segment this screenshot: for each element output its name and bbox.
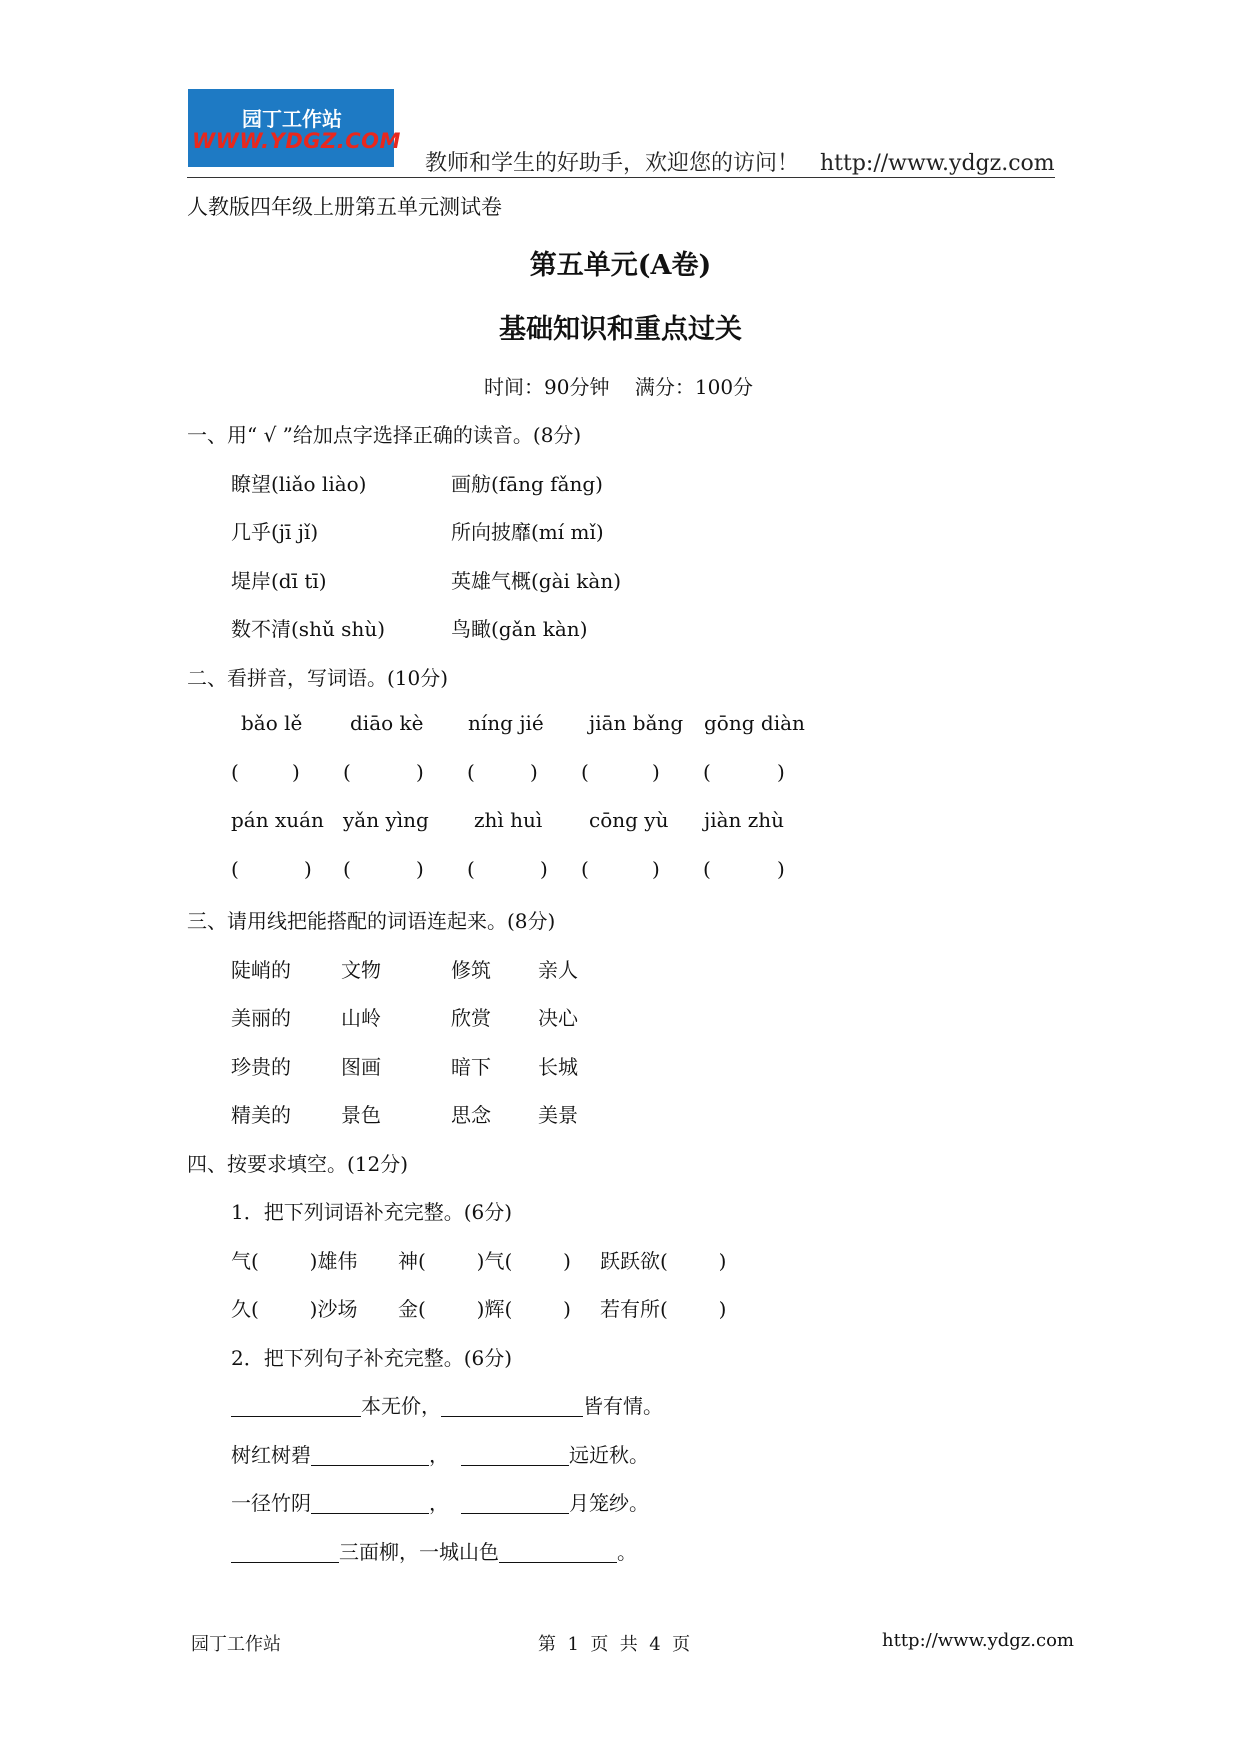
- match-word: 亲人: [538, 958, 578, 982]
- sentence-text: 月笼纱。: [569, 1491, 649, 1515]
- match-word: 决心: [538, 1006, 578, 1030]
- match-word: 陡峭的: [231, 958, 291, 982]
- match-word: 暗下: [451, 1055, 491, 1079]
- sentence-line: [231, 1390, 663, 1419]
- fill-word: 神( )气( ): [398, 1249, 571, 1273]
- match-word: 文物: [341, 958, 381, 982]
- q4-subquestion-1: 1．把下列词语补充完整。(6分): [231, 1200, 513, 1224]
- match-word: 美景: [538, 1103, 578, 1127]
- answer-paren-close: ): [292, 760, 300, 784]
- sentence-text: ，: [429, 1491, 449, 1515]
- fill-word: 跃跃欲( ): [600, 1249, 727, 1273]
- fill-word: 气( )雄伟: [231, 1249, 358, 1273]
- question-4-heading: 四、按要求填空。(12分): [187, 1152, 409, 1176]
- answer-blank[interactable]: [231, 1394, 361, 1417]
- match-word: 图画: [341, 1055, 381, 1079]
- q1-item: 数不清(shǔ shù): [231, 617, 386, 641]
- answer-paren-close: ): [530, 760, 538, 784]
- answer-paren-close: ): [416, 760, 424, 784]
- document-subtitle: 人教版四年级上册第五单元测试卷: [187, 195, 502, 219]
- pinyin-label: zhì huì: [474, 808, 543, 832]
- pinyin-label: jiàn zhù: [704, 808, 785, 832]
- pinyin-label: bǎo lě: [241, 711, 303, 735]
- question-1-heading: 一、用“ √ ”给加点字选择正确的读音。(8分): [187, 423, 582, 447]
- logo-url-text: WWW.YDGZ.COM: [192, 129, 401, 153]
- answer-paren-open: (: [343, 857, 351, 881]
- footer-url[interactable]: http://www.ydgz.com: [882, 1630, 1074, 1651]
- q1-item: 所向披靡(mí mǐ): [451, 520, 604, 544]
- answer-paren-open: (: [581, 760, 589, 784]
- sentence-text: 树红树碧: [231, 1443, 311, 1467]
- pinyin-label: diāo kè: [350, 711, 424, 735]
- pinyin-label: jiān bǎng: [589, 711, 684, 735]
- sentence-text: 一径竹阴: [231, 1491, 311, 1515]
- header-tagline: 教师和学生的好助手，欢迎您的访问！ http://www.ydgz.com: [425, 151, 1055, 176]
- pinyin-label: cōng yù: [589, 808, 669, 832]
- match-word: 山岭: [341, 1006, 381, 1030]
- pinyin-label: pán xuán: [231, 808, 324, 832]
- answer-blank[interactable]: [441, 1394, 583, 1417]
- q1-item: 瞭望(liǎo liào): [231, 472, 367, 496]
- sentence-text: 皆有情。: [583, 1394, 663, 1418]
- answer-paren-close: ): [652, 760, 660, 784]
- answer-blank[interactable]: [311, 1443, 429, 1466]
- logo-chinese-text: 园丁工作站: [242, 107, 342, 131]
- q1-item: 堤岸(dī tī): [231, 569, 327, 593]
- answer-paren-open: (: [703, 760, 711, 784]
- sentence-text: 本无价，: [361, 1394, 441, 1418]
- pinyin-label: yǎn yìng: [343, 808, 429, 832]
- match-word: 思念: [451, 1103, 491, 1127]
- fill-word: 若有所( ): [600, 1297, 727, 1321]
- header-divider: [187, 177, 1055, 178]
- answer-paren-open: (: [343, 760, 351, 784]
- answer-blank[interactable]: [461, 1491, 569, 1514]
- question-3-heading: 三、请用线把能搭配的词语连起来。(8分): [187, 909, 556, 933]
- answer-blank[interactable]: [461, 1443, 569, 1466]
- sentence-line: [231, 1439, 649, 1468]
- answer-paren-open: (: [703, 857, 711, 881]
- q1-item: 画舫(fāng fǎng): [451, 472, 603, 496]
- match-word: 精美的: [231, 1103, 291, 1127]
- sentence-line: [231, 1487, 649, 1516]
- q1-item: 鸟瞰(gǎn kàn): [451, 617, 588, 641]
- footer-page-number: 第 1 页 共 4 页: [538, 1634, 691, 1655]
- pinyin-label: níng jié: [468, 711, 544, 735]
- page-heading: 基础知识和重点过关: [499, 314, 742, 345]
- match-word: 景色: [341, 1103, 381, 1127]
- footer-site-name: 园丁工作站: [191, 1634, 281, 1655]
- fill-word: 金( )辉( ): [398, 1297, 571, 1321]
- site-logo: [188, 89, 401, 167]
- page-title: 第五单元(A卷): [529, 250, 712, 281]
- answer-paren-open: (: [467, 857, 475, 881]
- answer-paren-open: (: [581, 857, 589, 881]
- answer-blank[interactable]: [311, 1491, 429, 1514]
- answer-paren-close: ): [652, 857, 660, 881]
- match-word: 珍贵的: [231, 1055, 291, 1079]
- match-word: 美丽的: [231, 1006, 291, 1030]
- time-score-info: 时间：90分钟 满分：100分: [484, 375, 754, 399]
- pinyin-label: gōng diàn: [704, 711, 805, 735]
- sentence-text: ，: [429, 1443, 449, 1467]
- question-2-heading: 二、看拼音，写词语。(10分): [187, 666, 449, 690]
- match-word: 欣赏: [451, 1006, 491, 1030]
- answer-blank[interactable]: [499, 1540, 617, 1563]
- answer-paren-close: ): [540, 857, 548, 881]
- fill-word: 久( )沙场: [231, 1297, 358, 1321]
- answer-paren-open: (: [231, 760, 239, 784]
- answer-paren-close: ): [777, 760, 785, 784]
- answer-paren-open: (: [467, 760, 475, 784]
- sentence-text: 。: [617, 1540, 637, 1564]
- answer-blank[interactable]: [231, 1540, 339, 1563]
- sentence-line: [231, 1536, 637, 1565]
- sentence-text: 远近秋。: [569, 1443, 649, 1467]
- answer-paren-close: ): [304, 857, 312, 881]
- q1-item: 英雄气概(gài kàn): [451, 569, 622, 593]
- answer-paren-close: ): [416, 857, 424, 881]
- sentence-text: 三面柳，一城山色: [339, 1540, 499, 1564]
- q4-subquestion-2: 2．把下列句子补充完整。(6分): [231, 1346, 513, 1370]
- match-word: 长城: [538, 1055, 578, 1079]
- answer-paren-open: (: [231, 857, 239, 881]
- match-word: 修筑: [451, 958, 491, 982]
- answer-paren-close: ): [777, 857, 785, 881]
- q1-item: 几乎(jī jǐ): [231, 520, 319, 544]
